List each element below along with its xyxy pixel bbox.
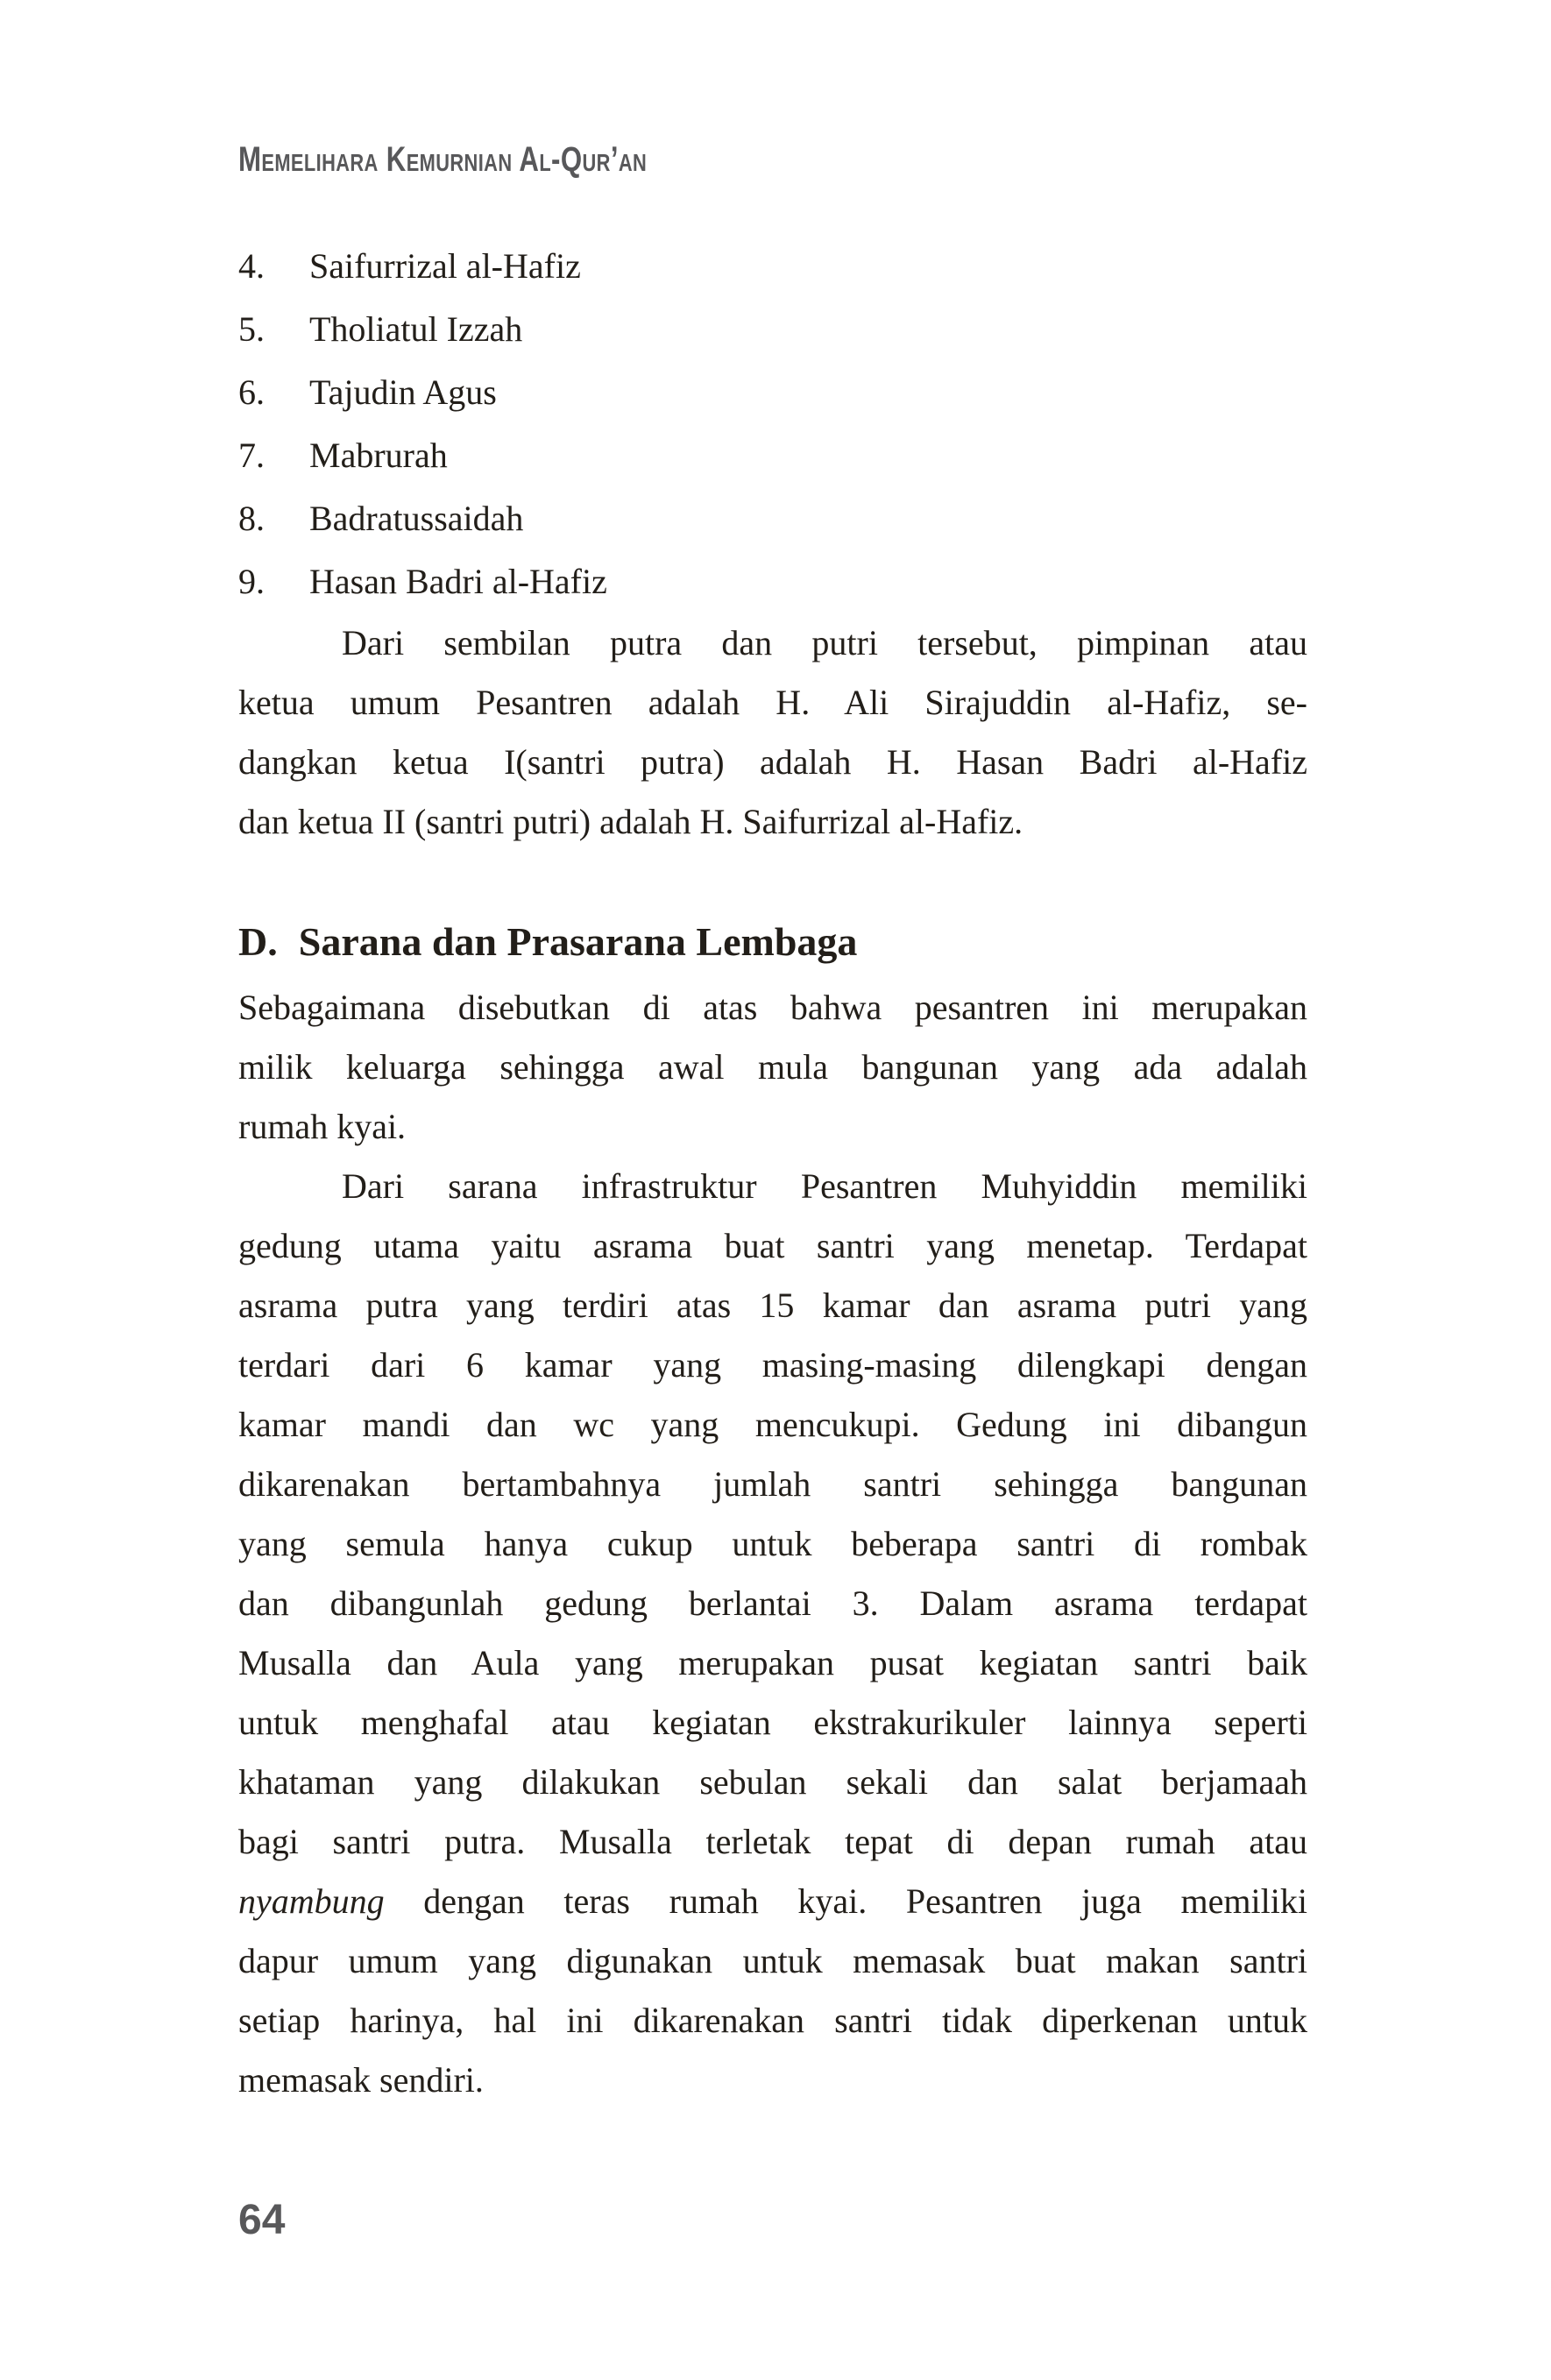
paragraph-line: Musalla dan Aula yang merupakan pusat kegiatan santri baik (238, 1643, 1307, 1682)
paragraph-line: khataman yang dilakukan sebulan sekali dan salat berjamaah (238, 1762, 1307, 1802)
paragraph-infrastruktur (238, 1157, 1307, 2110)
paragraph-line: memasak sendiri. (238, 2060, 484, 2100)
list-item-text: Tholiatul Izzah (309, 309, 523, 349)
paragraph-line: asrama putra yang terdiri atas 15 kamar dan asrama putri yang (238, 1286, 1307, 1325)
running-header (238, 142, 1307, 177)
paragraph-line: dangkan ketua I(santri putra) adalah H. Hasan Badri al-Hafiz (238, 742, 1307, 782)
list-item-number: 5. (238, 309, 265, 349)
list-item-text: Saifurrizal al-Hafiz (309, 246, 581, 286)
list-item-number: 6. (238, 372, 265, 412)
list-item-number: 7. (238, 436, 265, 475)
page-number: 64 (238, 2197, 286, 2243)
paragraph-line: rumah kyai. (238, 1107, 407, 1146)
numbered-list (238, 235, 1307, 613)
paragraph-line: untuk menghafal atau kegiatan ekstrakurikuler lainnya seperti (238, 1703, 1307, 1742)
paragraph-line: ketua umum Pesantren adalah H. Ali Sirajuddin al-Hafiz, se- (238, 683, 1307, 722)
list-item-text: Mabrurah (309, 436, 448, 475)
running-header-text: Memelihara Kemurnian Al-Qur’an (238, 140, 648, 179)
section-heading (238, 916, 1307, 968)
list-item (238, 487, 1307, 550)
list-item (238, 424, 1307, 487)
paragraph-line: milik keluarga sehingga awal mula bangunan yang ada adalah (238, 1047, 1307, 1087)
list-item (238, 550, 1307, 613)
list-item (238, 298, 1307, 361)
paragraph-line: kamar mandi dan wc yang mencukupi. Gedung ini dibangun (238, 1405, 1307, 1444)
list-item-number: 8. (238, 499, 265, 538)
paragraph-line: bagi santri putra. Musalla terletak tepat di depan rumah atau (238, 1822, 1307, 1861)
paragraph-line: gedung utama yaitu asrama buat santri yang menetap. Terdapat (238, 1226, 1307, 1265)
paragraph-line: terdari dari 6 kamar yang masing-masing dilengkapi dengan (238, 1345, 1307, 1385)
italic-term: nyambung (238, 1881, 385, 1921)
paragraph-sarana-intro (238, 978, 1307, 1157)
list-item-number: 4. (238, 246, 265, 286)
paragraph-line: Dari sarana infrastruktur Pesantren Muhyiddin memiliki (342, 1166, 1307, 1206)
paragraph-line (238, 1872, 1307, 1931)
paragraph-line: dapur umum yang digunakan untuk memasak buat makan santri (238, 1941, 1307, 1980)
list-item-number: 9. (238, 562, 265, 601)
section-heading-label: D. (238, 919, 278, 964)
paragraph-pimpinan (238, 613, 1307, 852)
section-heading-title: Sarana dan Prasarana Lembaga (298, 919, 858, 964)
paragraph-line: dan dibangunlah gedung berlantai 3. Dalam asrama terdapat (238, 1583, 1307, 1623)
list-item (238, 235, 1307, 298)
paragraph-line: Sebagaimana disebutkan di atas bahwa pesantren ini merupakan (238, 988, 1307, 1027)
paragraph-line: Dari sembilan putra dan putri tersebut, pimpinan atau (342, 623, 1307, 662)
list-item-text: Hasan Badri al-Hafiz (309, 562, 607, 601)
paragraph-line: yang semula hanya cukup untuk beberapa santri di rombak (238, 1524, 1307, 1563)
list-item-text: Badratussaidah (309, 499, 524, 538)
paragraph-line: dan ketua II (santri putri) adalah H. Saifurrizal al-Hafiz. (238, 802, 1023, 841)
paragraph-line-rest: dengan teras rumah kyai. Pesantren juga memiliki (384, 1881, 1307, 1921)
list-item (238, 361, 1307, 424)
list-item-text: Tajudin Agus (309, 372, 497, 412)
paragraph-line: dikarenakan bertambahnya jumlah santri sehingga bangunan (238, 1464, 1307, 1504)
paragraph-line: setiap harinya, hal ini dikarenakan santri tidak diperkenan untuk (238, 2001, 1307, 2040)
